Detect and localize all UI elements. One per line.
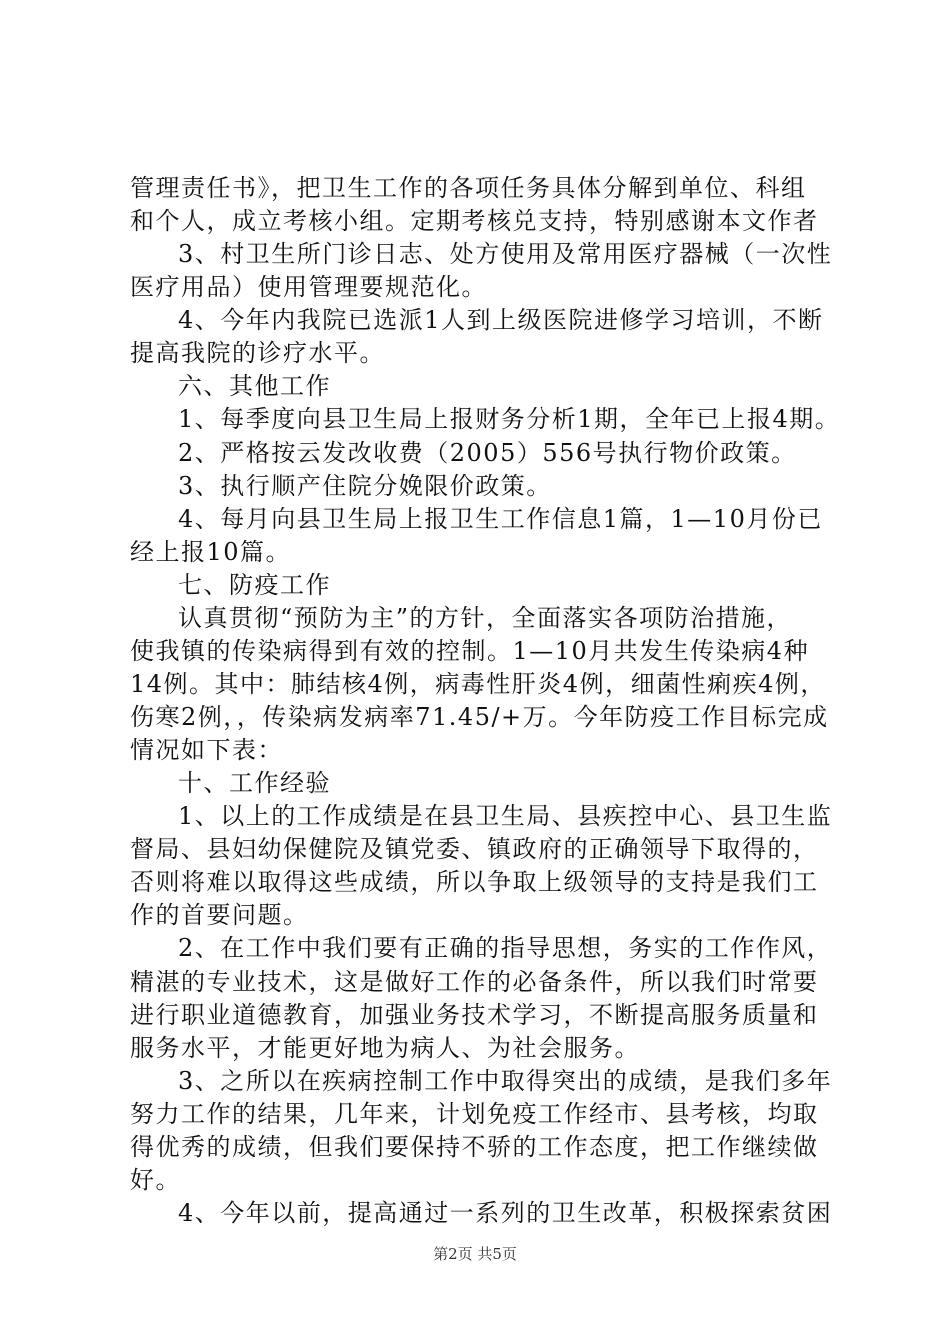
text-line: 和个人，成立考核小组。定期考核兑支持，特别感谢本文作者 xyxy=(130,207,819,236)
text-line: 好。 xyxy=(130,1165,181,1194)
text-line: 精湛的专业技术，这是做好工作的必备条件，所以我们时常要 xyxy=(130,967,819,996)
text-line: 努力工作的结果，几年来，计划免疫工作经市、县考核，均取 xyxy=(130,1099,819,1128)
text-line: 3、执行顺产住院分娩限价政策。 xyxy=(178,471,552,500)
section-heading: 七、防疫工作 xyxy=(178,570,331,599)
text-line: 使我镇的传染病得到有效的控制。1—10月共发生传染病4种 xyxy=(130,636,810,665)
text-line: 作的首要问题。 xyxy=(130,901,309,930)
section-heading: 十、工作经验 xyxy=(178,769,331,798)
text-line: 认真贯彻“预防为主”的方针，全面落实各项防治措施， xyxy=(178,603,793,632)
text-line: 得优秀的成绩，但我们要保持不骄的工作态度，把工作继续做 xyxy=(130,1132,819,1161)
text-line: 经上报10篇。 xyxy=(130,537,292,566)
text-line: 2、严格按云发改收费（2005）556号执行物价政策。 xyxy=(178,438,797,467)
section-heading: 六、其他工作 xyxy=(178,372,331,401)
page-number: 第2页 共5页 xyxy=(433,1245,517,1263)
text-line: 否则将难以取得这些成绩，所以争取上级领导的支持是我们工 xyxy=(130,868,819,897)
text-line: 2、在工作中我们要有正确的指导思想，务实的工作作风， xyxy=(178,934,833,963)
text-line: 4、每月向县卫生局上报卫生工作信息1篇，1—10月份已 xyxy=(178,504,823,533)
text-line: 服务水平，才能更好地为病人、为社会服务。 xyxy=(130,1033,640,1062)
text-line: 伤寒2例，，传染病发病率71.45/+万。今年防疫工作目标完成 xyxy=(130,703,829,731)
text-line: 4、今年以前，提高通过一系列的卫生改革，积极探索贫困 xyxy=(178,1198,833,1227)
text-line: 进行职业道德教育，加强业务技术学习，不断提高服务质量和 xyxy=(130,1000,819,1029)
text-line: 3、之所以在疾病控制工作中取得突出的成绩，是我们多年 xyxy=(178,1066,833,1095)
text-line: 1、以上的工作成绩是在县卫生局、县疾控中心、县卫生监 xyxy=(178,802,833,831)
text-line: 情况如下表： xyxy=(130,736,283,765)
text-line: 管理责任书》，把卫生工作的各项任务具体分解到单位、科组 xyxy=(130,174,807,202)
text-line: 提高我院的诊疗水平。 xyxy=(130,339,385,368)
text-line: 3、村卫生所门诊日志、处方使用及常用医疗器械（一次性 xyxy=(178,240,833,269)
text-line: 4、今年内我院已选派1人到上级医院进修学习培训，不断 xyxy=(178,306,824,335)
text-line: 1、每季度向县卫生局上报财务分析1期，全年已上报4期。 xyxy=(178,405,841,434)
text-line: 14例。其中：肺结核4例，病毒性肝炎4例，细菌性痢疾4例， xyxy=(130,669,826,698)
text-line: 医疗用品）使用管理要规范化。 xyxy=(130,273,487,302)
text-line: 督局、县妇幼保健院及镇党委、镇政府的正确领导下取得的， xyxy=(130,835,819,864)
